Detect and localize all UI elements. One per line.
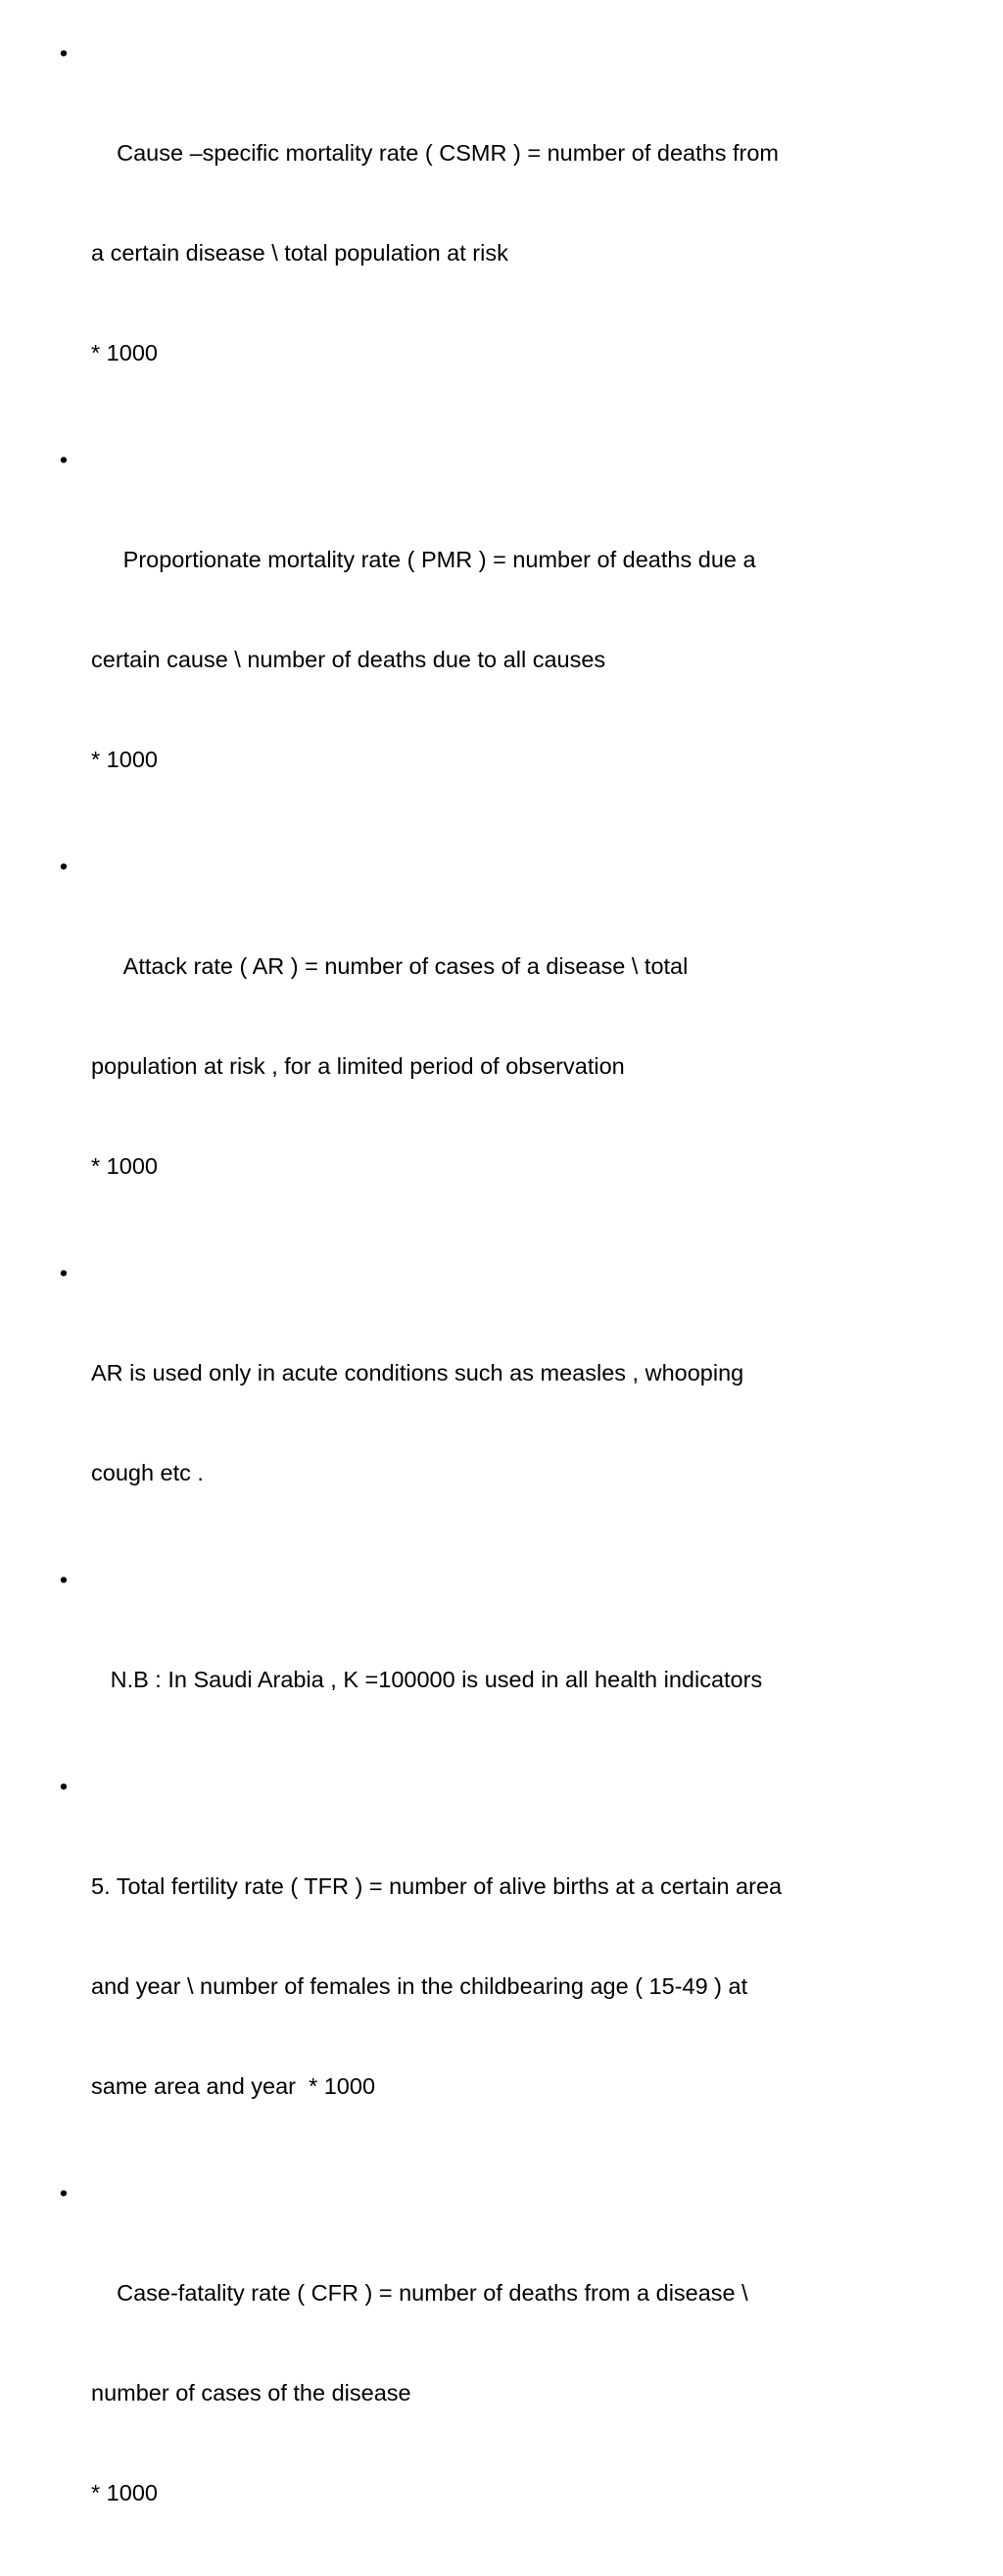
bullet-text-line: certain cause \ number of deaths due to all causes <box>91 647 606 672</box>
bullet-text-line: population at risk , for a limited period of observation <box>91 1053 625 1079</box>
bullet-item-tfr <box>0 1770 1003 2169</box>
bullet-icon: • <box>59 1567 69 1592</box>
bullet-text-line: Attack rate ( AR ) = number of cases of a disease \ total <box>91 953 689 979</box>
bullet-text-line: * 1000 <box>91 2480 158 2505</box>
bullet-text-line: * 1000 <box>91 747 158 772</box>
bullet-text-line: * 1000 <box>91 1153 158 1179</box>
bullet-text-line: Proportionate mortality rate ( PMR ) = number of deaths due a <box>91 547 756 572</box>
bullet-text-line: same area and year * 1000 <box>91 2073 376 2099</box>
bullet-text-line: * 1000 <box>91 340 158 365</box>
bullet-list <box>0 36 1003 2576</box>
bullet-icon: • <box>59 447 69 472</box>
bullet-item-ar-usage <box>0 1256 1003 1556</box>
bullet-icon: • <box>59 853 69 879</box>
bullet-text-line: Cause –specific mortality rate ( CSMR ) = number of deaths from <box>91 140 779 166</box>
bullet-text-line: a certain disease \ total population at risk <box>91 240 508 266</box>
bullet-item-cfr <box>0 2176 1003 2576</box>
bullet-icon: • <box>59 1260 69 1286</box>
bullet-item-nb-saudi <box>0 1563 1003 1763</box>
bullet-text-line: Case-fatality rate ( CFR ) = number of deaths from a disease \ <box>91 2280 748 2306</box>
bullet-text-line: AR is used only in acute conditions such as measles , whooping <box>91 1360 744 1385</box>
bullet-item-pmr <box>0 443 1003 843</box>
bullet-icon: • <box>59 2180 69 2206</box>
bullet-icon: • <box>59 1774 69 1799</box>
bullet-text-line: number of cases of the disease <box>91 2380 411 2406</box>
bullet-text-line: and year \ number of females in the childbearing age ( 15-49 ) at <box>91 1973 748 1999</box>
bullet-text-line: cough etc . <box>91 1460 204 1485</box>
bullet-text-line: 5. Total fertility rate ( TFR ) = number of alive births at a certain area <box>91 1873 783 1899</box>
bullet-item-csmr <box>0 36 1003 436</box>
bullet-icon: • <box>59 40 69 66</box>
bullet-item-attack-rate <box>0 850 1003 1249</box>
bullet-text-line: N.B : In Saudi Arabia , K =100000 is used in all health indicators <box>91 1667 763 1692</box>
